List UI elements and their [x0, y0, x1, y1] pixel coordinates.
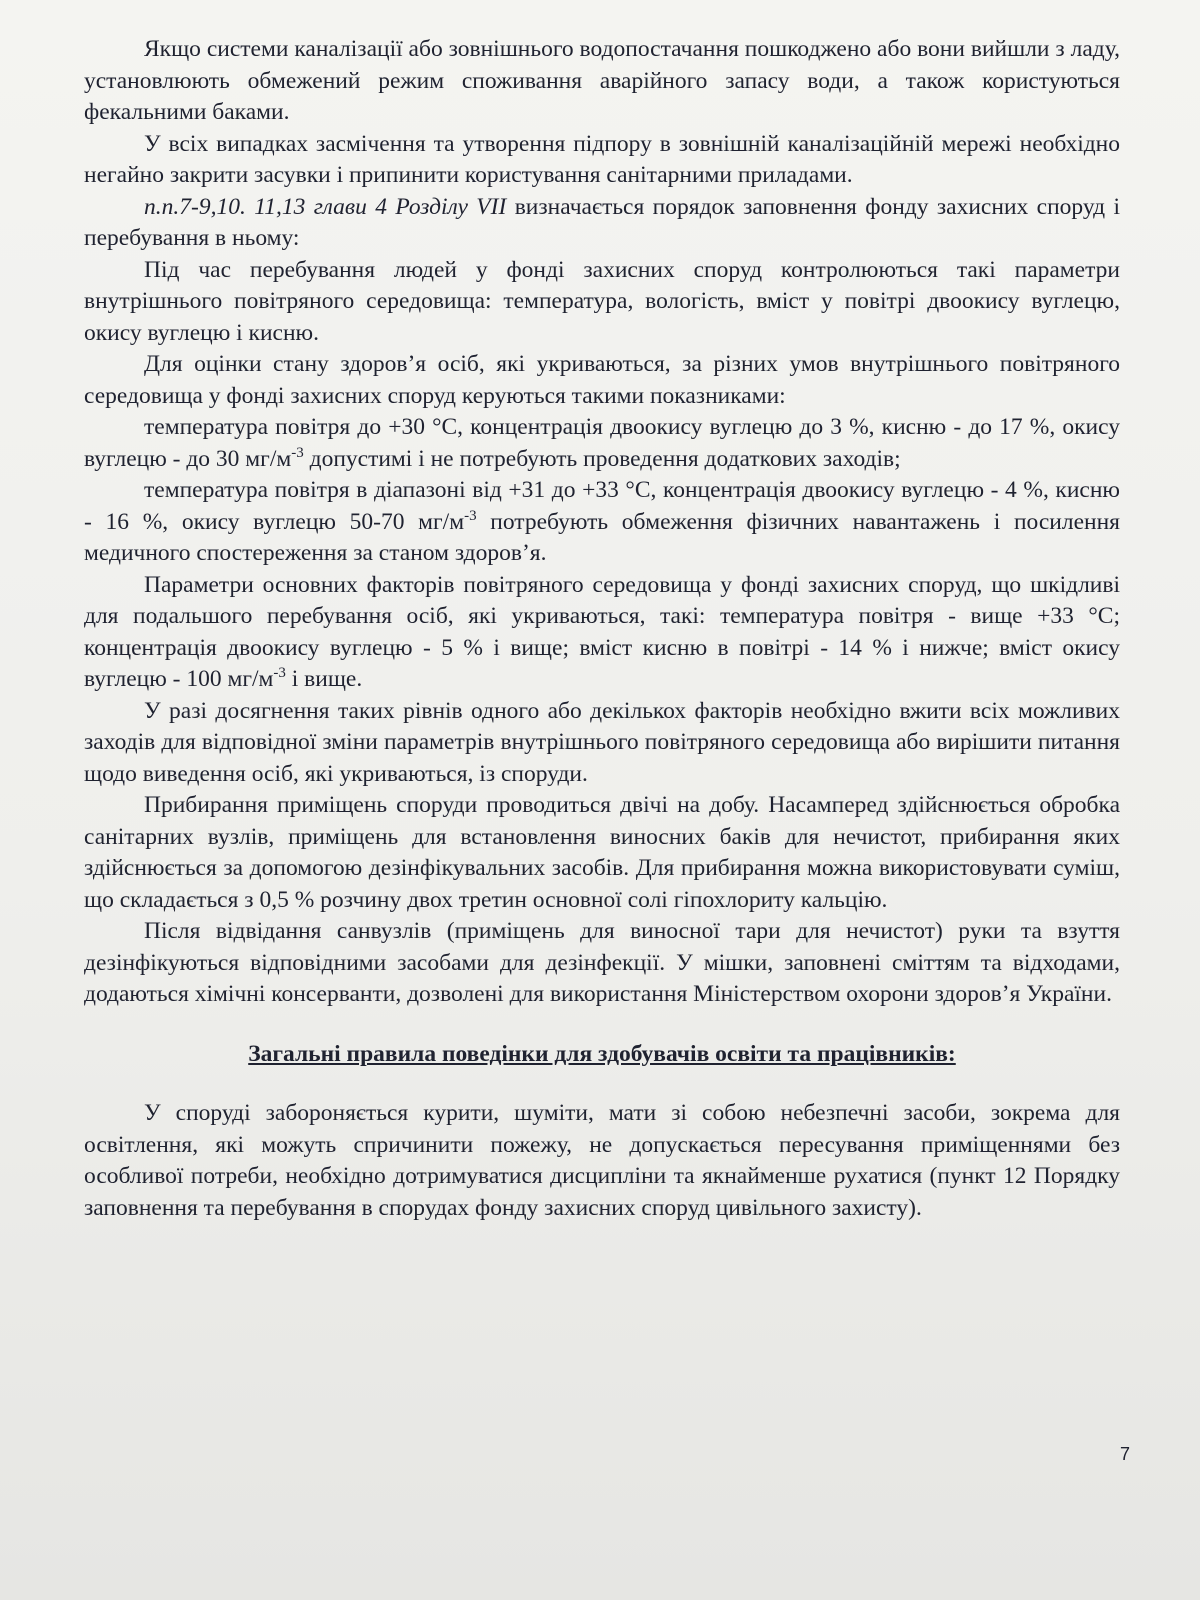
paragraph-behavior-rules: У споруді забороняється курити, шуміти, мати зі собою небезпечні засоби, зокрема для освітлення, які можуть спричинити пожежу, не допускається пересування приміщеннями без особливої потреби, необхідно дотримуватися дисципліни та якнайменше рухатися (пункт 12 Порядку заповнення та перебування в спорудах фонду захисних споруд цивільного захисту).: [84, 1100, 1120, 1221]
paragraph-acceptable-levels: [84, 412, 1120, 475]
unit-exponent: -3: [464, 507, 477, 524]
legal-reference: п.п.7-9,10. 11,13 глави 4 Розділу VII: [144, 193, 507, 220]
paragraph-health-indicators: Для оцінки стану здоров’я осіб, які укриваються, за різних умов внутрішнього повітряного середовища у фонді захисних споруд керуються такими показниками:: [84, 351, 1120, 409]
paragraph-cleaning: Прибирання приміщень споруди проводиться двічі на добу. Насамперед здійснюється обробка санітарних вузлів, приміщень для встановлення виносних баків для нечистот, прибирання яких здійснюється за допомогою дезінфікувальних засобів. Для прибирання можна використовувати суміш, що складається з 0,5 % розчину двох третин основної солі гіпохлориту кальцію.: [84, 792, 1120, 913]
paragraph-elevated-levels: [84, 475, 1120, 570]
document-body: [84, 34, 1120, 1224]
paragraph-sewage-blockage: У всіх випадках засмічення та утворення підпору в зовнішній каналізаційній мережі необхідно негайно закрити засувки і припинити користування санітарними приладами.: [84, 130, 1120, 188]
acceptable-levels-text-end: допустимі і не потребують проведення додаткових заходів;: [303, 445, 901, 472]
paragraph-harmful-levels: [84, 570, 1120, 696]
acceptable-levels-text: температура повітря до +30 °С, концентрація двоокису вуглецю до 3 %, кисню - до 17 %, окису вуглецю - до 30 мг/м: [84, 414, 1120, 472]
harmful-levels-text: Параметри основних факторів повітряного середовища у фонді захисних споруд, що шкідливі для подальшого перебування осіб, які укриваються, такі: температура повітря - вище +33 °С; концентрація двоокису вуглецю - 5 % і вище; вміст кисню в повітрі - 14 % і нижче; вміст окису вуглецю - 100 мг/м: [84, 571, 1120, 692]
harmful-levels-text-end: і вище.: [285, 666, 363, 692]
paragraph-sewage-failure: Якщо системи каналізації або зовнішнього водопостачання пошкоджено або вони вийшли з ладу, установлюють обмежений режим споживання аварійного запасу води, а також користуються фекальними баками.: [84, 36, 1120, 125]
legal-reference-text: визначається порядок заповнення фонду захисних споруд і перебування в ньому:: [84, 193, 1120, 251]
section-heading: Загальні правила поведінки для здобувачів освіти та працівників:: [248, 1040, 956, 1067]
paragraph-legal-reference: [84, 192, 1120, 255]
elevated-levels-text-end: потребують обмеження фізичних навантажень і посилення медичного спостереження за станом здоров’я.: [84, 508, 1120, 566]
paragraph-disinfection: Після відвідання санвузлів (приміщень для виносної тари для нечистот) руки та взуття дезінфікуються відповідними засобами для дезінфекції. У мішки, заповнені сміттям та відходами, додаються хімічні консерванти, дозволені для використання Міністерством охорони здоров’я України.: [84, 918, 1120, 1007]
paragraph-air-parameters: Під час перебування людей у фонді захисних споруд контролюються такі параметри внутрішнього повітряного середовища: температура, вологість, вміст у повітрі двоокису вуглецю, окису вуглецю і кисню.: [84, 256, 1120, 346]
unit-exponent: -3: [273, 665, 286, 682]
elevated-levels-text: температура повітря в діапазоні від +31 до +33 °С, концентрація двоокису вуглецю - 4 %, кисню - 16 %, окису вуглецю 50-70 мг/м: [84, 477, 1120, 535]
paragraph-critical-actions: У разі досягнення таких рівнів одного або декількох факторів необхідно вжити всіх можливих заходів для відповідної зміни параметрів внутрішнього повітряного середовища або вирішити питання щодо виведення осіб, які укриваються, із споруди.: [84, 697, 1120, 787]
section-gap: [84, 1070, 1120, 1098]
page-number: 7: [1119, 1444, 1130, 1464]
unit-exponent: -3: [291, 444, 304, 461]
